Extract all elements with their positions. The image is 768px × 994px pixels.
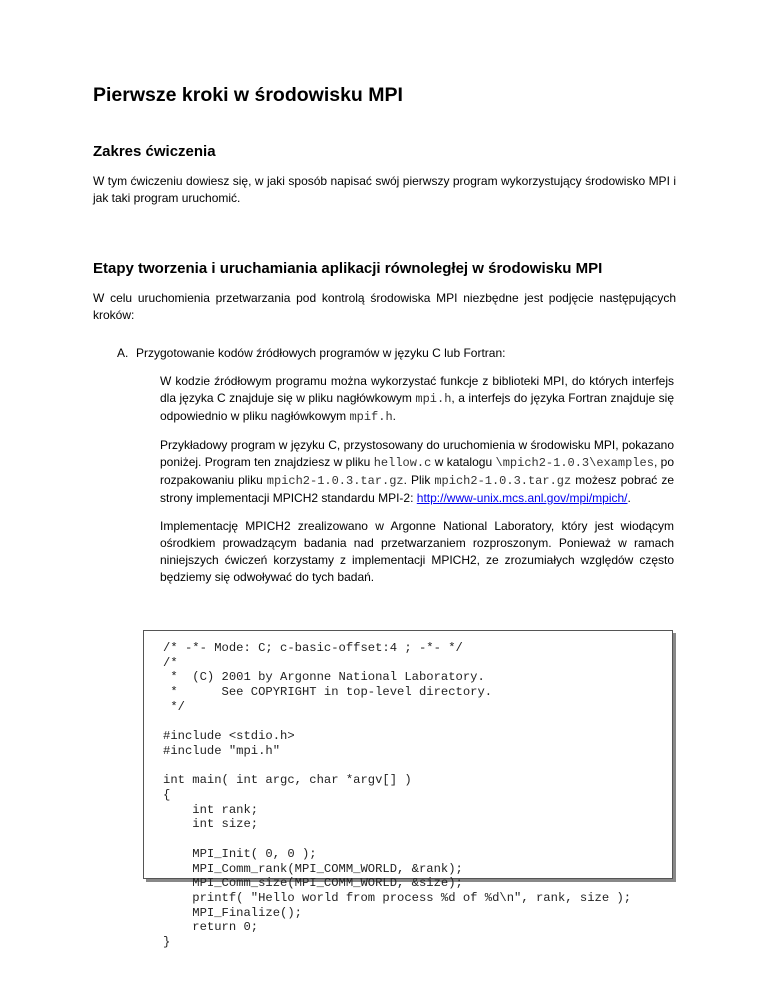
scope-paragraph: W tym ćwiczeniu dowiesz się, w jaki sposób napisać swój pierwszy program wykorzystujący środowisko MPI i jak taki program uruchomić. <box>93 174 676 205</box>
code-listing-box <box>143 630 673 950</box>
code-inline-examples-dir: \mpich2-1.0.3\examples <box>495 456 654 470</box>
stages-paragraph: W celu uruchomienia przetwarzania pod kontrolą środowiska MPI niezbędne jest podjęcie następujących kroków: <box>93 291 676 322</box>
text-span: w katalogu <box>431 455 496 469</box>
paragraph-example-program <box>160 437 674 507</box>
text-span: , po rozpakowaniu pliku <box>160 455 675 487</box>
code-inline-archive: mpich2-1.0.3.tar.gz <box>266 474 404 488</box>
list-item-text: Przygotowanie kodów źródłowych programów w języku C lub Fortran: <box>136 346 506 360</box>
section-heading-stages: Etapy tworzenia i uruchamiania aplikacji równoległej w środowisku MPI <box>93 260 603 277</box>
text-span: . <box>627 491 631 505</box>
page-title: Pierwsze kroki w środowisku MPI <box>93 84 403 106</box>
text-span: , a interfejs do języka Fortran znajduje się odpowiednio w pliku nagłówkowym <box>160 391 674 423</box>
text-span: . Plik <box>403 473 435 487</box>
text-span: . <box>392 409 396 423</box>
paragraph-argonne: Implementację MPICH2 zrealizowano w Argonne National Laboratory, który jest wiodącym ośrodkiem prowadzącym badania nad przetwarzaniem rozproszonym. Ponieważ w ramach niniejszych ćwiczeń korzystamy z implementacji MPICH2, ze zrozumiałych względów często będziemy się odwoływać do tych badań. <box>160 519 674 584</box>
paragraph-headers <box>160 373 674 426</box>
text-span: Przykładowy program w języku C, przystosowany do uruchomienia w środowisku MPI, pokazano poniżej. Program ten znajdziesz w pliku <box>160 438 674 469</box>
section-heading-scope: Zakres ćwiczenia <box>93 143 216 160</box>
code-inline-archive-2: mpich2-1.0.3.tar.gz <box>434 474 572 488</box>
code-inline-mpi-h: mpi.h <box>415 392 452 406</box>
code-inline-mpif-h: mpif.h <box>349 410 393 424</box>
code-inline-hellow-c: hellow.c <box>373 456 432 470</box>
list-marker: A. <box>117 346 129 360</box>
text-span: W kodzie źródłowym programu można wykorzystać funkcje z biblioteki MPI, do których interfejs dla języka C znajduje się w pliku nagłówkowym <box>160 374 674 405</box>
mpich-link[interactable]: http://www-unix.mcs.anl.gov/mpi/mpich/ <box>416 491 628 505</box>
list-item-a <box>117 345 506 362</box>
text-span: możesz pobrać ze strony implementacji MPICH2 standardu MPI-2: <box>160 473 674 505</box>
code-listing: /* -*- Mode: C; c-basic-offset:4 ; -*- */ /* * (C) 2001 by Argonne National Laboratory. * See COPYRIGHT in top-level directory. */ #include <stdio.h> #include "mpi.h" int main( int argc, char *argv[] ) { int rank; int size; MPI_Init( 0, 0 ); MPI_Comm_rank(MPI_COMM_WORLD, &rank); MPI_Comm_size(MPI_COMM_WORLD, &size); printf( "Hello world from process %d of %d\n", rank, size ); MPI_Finalize(); return 0; } <box>163 641 632 950</box>
